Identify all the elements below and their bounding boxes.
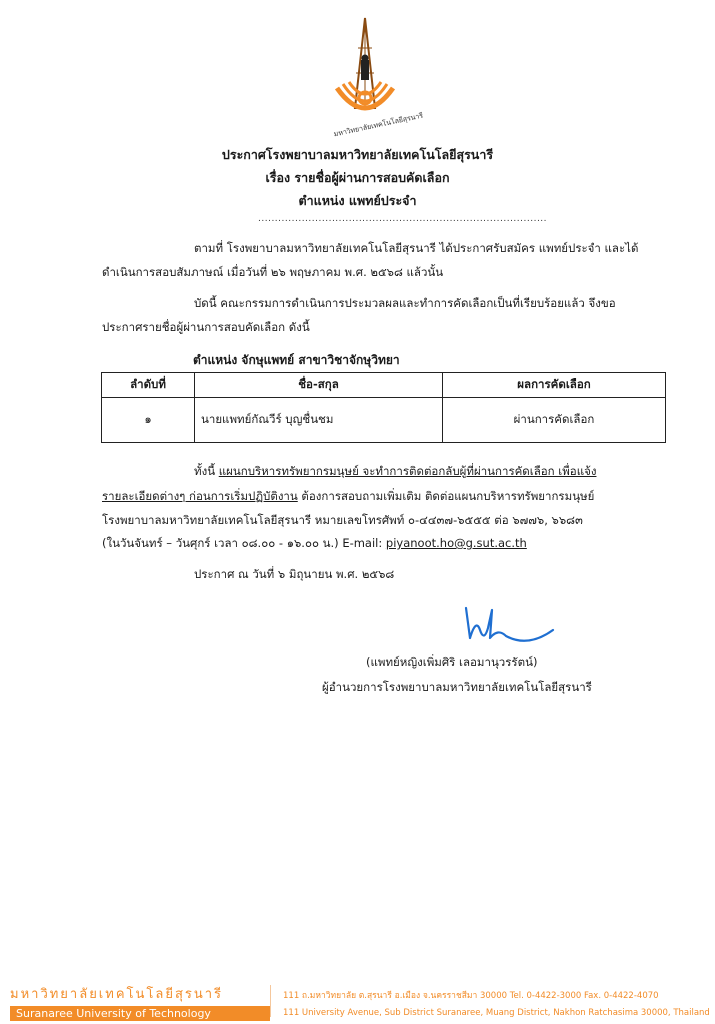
logo-caption: มหาวิทยาลัยเทคโนโลยีสุรนารี: [333, 111, 424, 139]
footer-english-name: Suranaree University of Technology: [10, 1006, 270, 1021]
cell-name: นายแพทย์กัณวีร์ บุญชื่นชม: [195, 398, 443, 443]
results-table: [101, 372, 666, 443]
col-header-result: ผลการคัดเลือก: [443, 373, 666, 398]
notice-line-4: [102, 531, 527, 555]
notice-underlined-2: รายละเอียดต่างๆ ก่อนการเริ่มปฏิบัติงาน: [102, 489, 298, 503]
footer-address: [283, 988, 710, 1022]
table-header-row: [102, 373, 666, 398]
cell-result: ผ่านการคัดเลือก: [443, 398, 666, 443]
position-title: ตำแหน่ง จักษุแพทย์ สาขาวิชาจักษุวิทยา: [193, 353, 400, 367]
signature-image: [458, 598, 558, 653]
notice-line-2: [102, 484, 594, 508]
notice-underlined-1: แผนกบริหารทรัพยากรมนุษย์ จะทำการติดต่อกลับผู้ที่ผ่านการคัดเลือก เพื่อแจ้ง: [218, 464, 597, 478]
footer-brand: [10, 983, 270, 1021]
separator-dots: ......................................................................................: [258, 214, 548, 224]
table-row: [102, 398, 666, 443]
announce-date: ประกาศ ณ วันที่ ๖ มิถุนายน พ.ศ. ๒๕๖๘: [194, 567, 395, 581]
notice-contact: ต้องการสอบถามเพิ่มเติม ติดต่อแผนกบริหารทรัพยากรมนุษย์: [297, 489, 595, 503]
signer-title: ผู้อำนวยการโรงพยาบาลมหาวิทยาลัยเทคโนโลยีสุรนารี: [322, 680, 592, 694]
footer-address-english: 111 University Avenue, Sub District Suranaree, Muang District, Nakhon Ratchasima 30000, Thailand: [283, 1008, 710, 1018]
col-header-name: ชื่อ-สกุล: [195, 373, 443, 398]
cell-number: ๑: [102, 398, 195, 443]
announcement-title: ประกาศโรงพยาบาลมหาวิทยาลัยเทคโนโลยีสุรนารี: [221, 147, 494, 162]
footer-divider: [270, 985, 271, 1017]
paragraph-2-line-1: บัดนี้ คณะกรรมการดำเนินการประมวลผลและทำการคัดเลือกเป็นที่เรียบร้อยแล้ว จึงขอ: [194, 296, 616, 310]
signer-name: (แพทย์หญิงเพิ่มศิริ เลอมานุวรรัตน์): [366, 655, 538, 669]
notice-line-3: โรงพยาบาลมหาวิทยาลัยเทคโนโลยีสุรนารี หมายเลขโทรศัพท์ ๐-๔๔๓๗-๖๕๕๕ ต่อ ๖๗๗๖, ๖๖๘๓: [102, 513, 583, 527]
col-header-number: ลำดับที่: [102, 373, 195, 398]
notice-line-1: [194, 459, 596, 483]
paragraph-2-line-2: ประกาศรายชื่อผู้ผ่านการสอบคัดเลือก ดังนี้: [102, 320, 310, 334]
announcement-position: ตำแหน่ง แพทย์ประจำ: [298, 193, 417, 208]
footer-address-thai: 111 ถ.มหาวิทยาลัย ต.สุรนารี อ.เมือง จ.นครราชสีมา 30000 Tel. 0-4422-3000 Fax. 0-4422-4070: [283, 991, 659, 1001]
paragraph-1-line-1: ตามที่ โรงพยาบาลมหาวิทยาลัยเทคโนโลยีสุรนารี ได้ประกาศรับสมัคร แพทย์ประจำ และได้: [194, 241, 639, 255]
footer-thai-name: มหาวิทยาลัยเทคโนโลยีสุรนารี: [10, 987, 224, 1002]
notice-prefix: ทั้งนี้: [194, 464, 219, 478]
notice-hours: (ในวันจันทร์ – วันศุกร์ เวลา ๐๘.๐๐ - ๑๖.๐๐ น.) E-mail:: [102, 536, 386, 550]
email-link[interactable]: piyanoot.ho@g.sut.ac.th: [385, 536, 527, 550]
paragraph-1-line-2: ดำเนินการสอบสัมภาษณ์ เมื่อวันที่ ๒๖ พฤษภาคม พ.ศ. ๒๕๖๘ แล้วนั้น: [102, 265, 444, 279]
announcement-subject: เรื่อง รายชื่อผู้ผ่านการสอบคัดเลือก: [265, 170, 450, 185]
